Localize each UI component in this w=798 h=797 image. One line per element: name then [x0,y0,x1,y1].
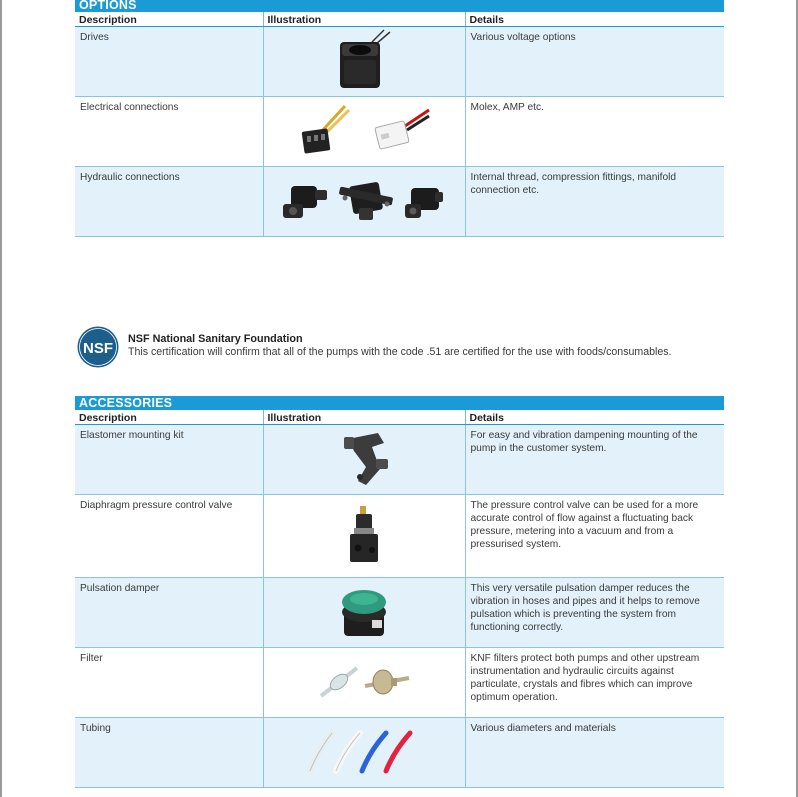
row-details: This very versatile pulsation damper reduces the vibration in hoses and pipes and it helps to remove pulsation which is preventing the system from functioning correctly. [465,578,724,648]
row-description: Filter [75,648,263,718]
page-edge-left [0,0,2,797]
header-illustration: Illustration [263,410,465,425]
table-row [75,648,724,718]
row-details: Various voltage options [465,27,724,97]
row-illustration [263,578,465,648]
table-header-row [75,12,724,27]
row-description: Elastomer mounting kit [75,425,263,495]
row-illustration [263,97,465,167]
amp-connector-icon [369,104,431,158]
table-row [75,97,724,167]
table-row [75,27,724,97]
header-illustration: Illustration [263,12,465,27]
row-details: The pressure control valve can be used for a more accurate control of flow against a fluctuating back pressure, metering into a vacuum and from a pressurised system. [465,495,724,578]
tubing-blue-icon [362,733,386,771]
row-description: Hydraulic connections [75,167,263,237]
row-illustration [263,718,465,788]
molex-connector-icon [297,102,355,160]
row-details: KNF filters protect both pumps and other upstream instrumentation and hydraulic circuits against particulate, crystals and fibres which can improve optimum operation. [465,648,724,718]
row-description: Diaphragm pressure control valve [75,495,263,578]
table-row [75,495,724,578]
table-row [75,718,724,788]
compression-fitting-icon [401,178,447,224]
row-description: Electrical connections [75,97,263,167]
row-details: For easy and vibration dampening mounting of the pump in the customer system. [465,425,724,495]
nsf-logo-text: NSF [83,340,113,357]
header-details: Details [465,410,724,425]
header-details: Details [465,12,724,27]
accessories-title: ACCESSORIES [75,396,724,410]
mounting-bracket-icon [336,429,392,489]
tubing-red-icon [386,733,410,771]
row-details: Molex, AMP etc. [465,97,724,167]
options-title: OPTIONS [75,0,724,12]
row-illustration [263,27,465,97]
pulsation-damper-icon [336,582,392,642]
solenoid-coil-icon [328,28,400,94]
table-row [75,167,724,237]
table-header-row [75,410,724,425]
row-illustration [263,648,465,718]
accessories-section [75,396,724,788]
row-details: Internal thread, compression fittings, manifold connection etc. [465,167,724,237]
nsf-logo [77,326,119,368]
tubing-white-icon [336,733,360,771]
header-description: Description [75,410,263,425]
row-details: Various diameters and materials [465,718,724,788]
internal-thread-fitting-icon [281,178,331,224]
options-section [75,0,724,237]
tubing-clear-icon [310,733,332,771]
pressure-valve-icon [344,504,384,568]
table-row [75,425,724,495]
nsf-text: This certification will confirm that all of the pumps with the code .51 are certified for the use with foods/consumables. [128,346,672,358]
inline-filter-beige-icon [363,662,411,702]
row-illustration [263,495,465,578]
table-row [75,578,724,648]
row-illustration [263,167,465,237]
row-description: Tubing [75,718,263,788]
row-description: Drives [75,27,263,97]
accessories-table [75,410,724,788]
inline-filter-clear-icon [317,660,361,704]
nsf-certification-block [75,324,775,370]
options-table [75,12,724,237]
nsf-heading: NSF National Sanitary Foundation [128,333,303,345]
row-illustration [263,425,465,495]
header-description: Description [75,12,263,27]
tubing-group [304,727,424,777]
row-description: Pulsation damper [75,578,263,648]
manifold-fitting-icon [337,178,395,224]
